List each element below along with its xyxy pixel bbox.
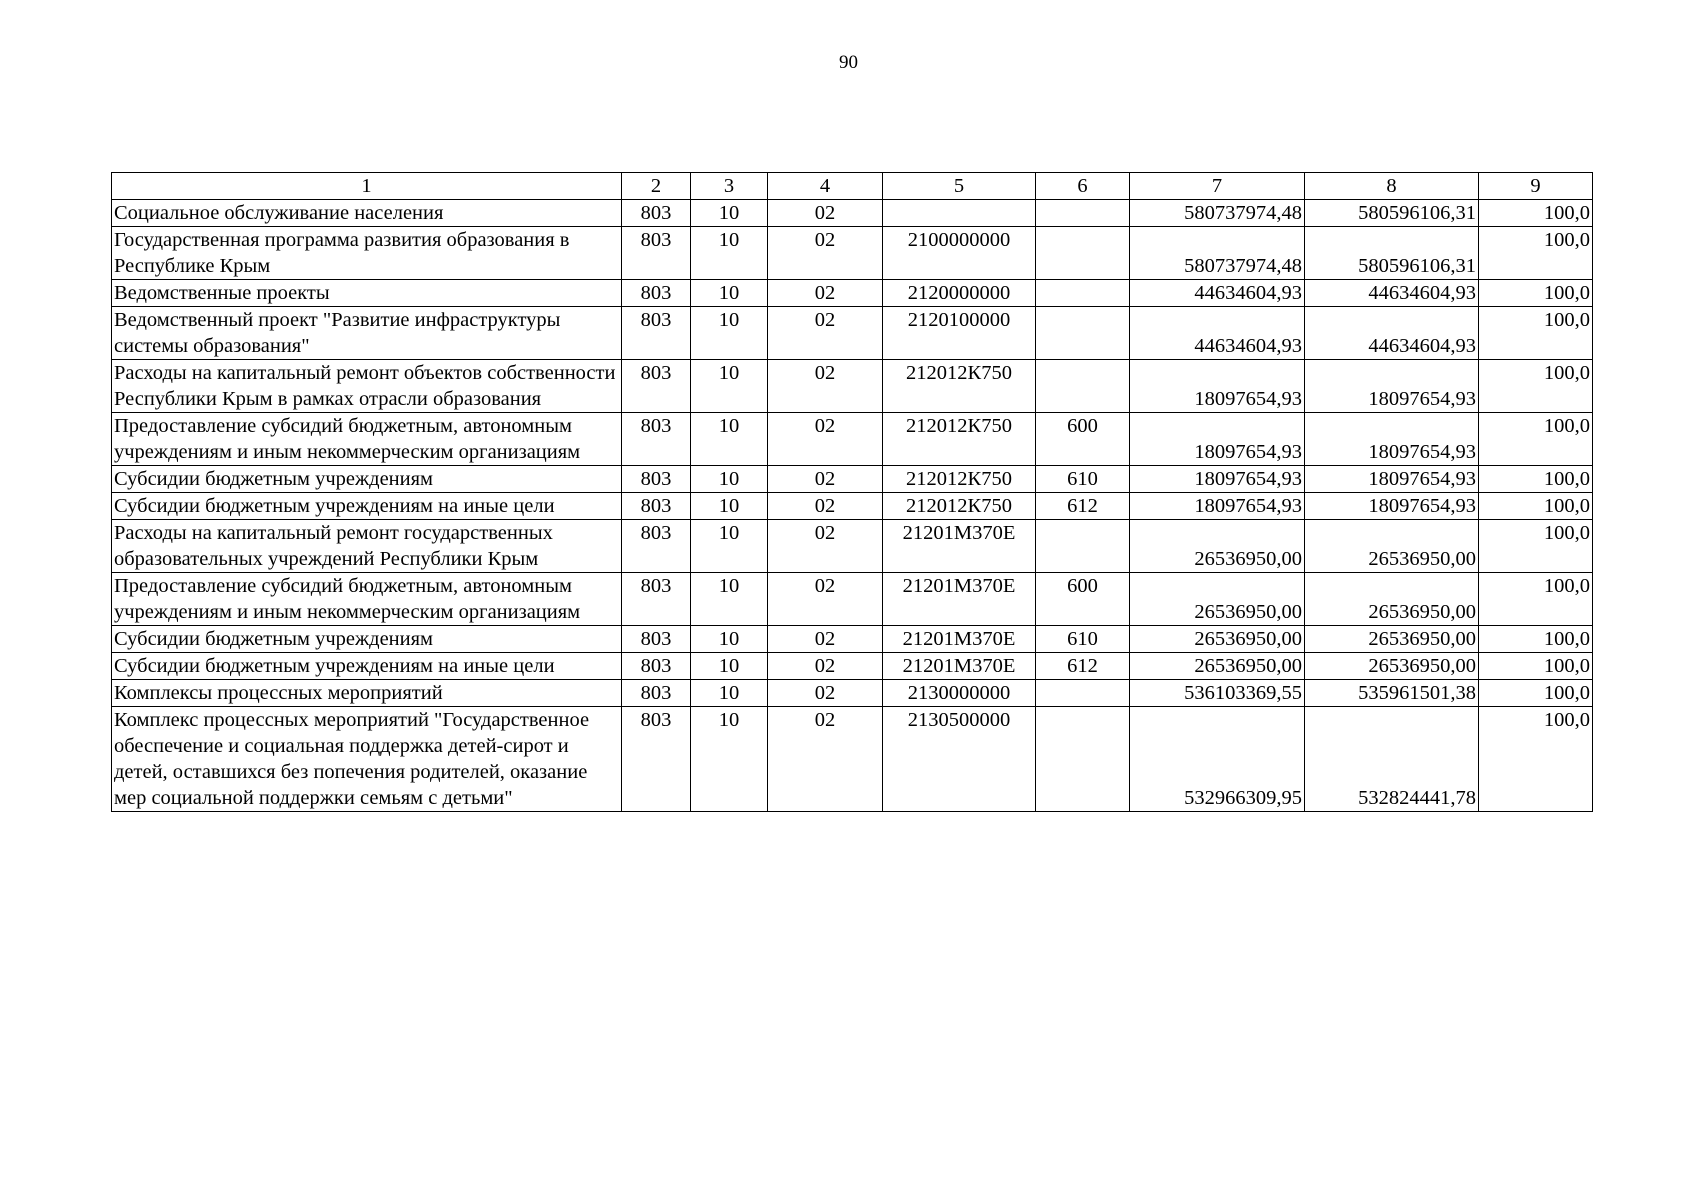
cell-col-9: 100,0: [1479, 707, 1593, 812]
cell-col-9: 100,0: [1479, 466, 1593, 493]
cell-col-5: 2100000000: [883, 227, 1036, 280]
cell-col-6: [1036, 360, 1130, 413]
table-row: [112, 360, 1593, 413]
column-header: 8: [1305, 173, 1479, 200]
row-name: Субсидии бюджетным учреждениям на иные цели: [112, 493, 622, 520]
cell-col-6: 610: [1036, 626, 1130, 653]
cell-col-3: 10: [691, 307, 768, 360]
cell-col-3: 10: [691, 626, 768, 653]
cell-col-6: [1036, 280, 1130, 307]
cell-col-9: 100,0: [1479, 280, 1593, 307]
row-name: Комплексы процессных мероприятий: [112, 680, 622, 707]
cell-col-8: 18097654,93: [1305, 413, 1479, 466]
cell-col-2: 803: [622, 360, 691, 413]
table-row: [112, 680, 1593, 707]
table-row: [112, 280, 1593, 307]
cell-col-5: 21201М370Е: [883, 573, 1036, 626]
cell-col-4: 02: [768, 200, 883, 227]
column-header: 1: [112, 173, 622, 200]
page-number: 90: [839, 52, 858, 73]
cell-col-7: 18097654,93: [1130, 360, 1305, 413]
cell-col-8: 44634604,93: [1305, 280, 1479, 307]
cell-col-5: 21201М370Е: [883, 626, 1036, 653]
cell-col-5: 2130500000: [883, 707, 1036, 812]
cell-col-7: 18097654,93: [1130, 466, 1305, 493]
cell-col-3: 10: [691, 493, 768, 520]
cell-col-8: 580596106,31: [1305, 200, 1479, 227]
cell-col-6: [1036, 227, 1130, 280]
cell-col-2: 803: [622, 466, 691, 493]
row-name: Субсидии бюджетным учреждениям: [112, 626, 622, 653]
cell-col-7: 18097654,93: [1130, 413, 1305, 466]
cell-col-3: 10: [691, 466, 768, 493]
table-row: [112, 413, 1593, 466]
cell-col-6: 600: [1036, 573, 1130, 626]
cell-col-7: 580737974,48: [1130, 200, 1305, 227]
cell-col-9: 100,0: [1479, 493, 1593, 520]
cell-col-6: [1036, 707, 1130, 812]
cell-col-2: 803: [622, 200, 691, 227]
cell-col-9: 100,0: [1479, 413, 1593, 466]
cell-col-4: 02: [768, 280, 883, 307]
cell-col-3: 10: [691, 520, 768, 573]
cell-col-5: 212012К750: [883, 360, 1036, 413]
cell-col-2: 803: [622, 413, 691, 466]
cell-col-8: 26536950,00: [1305, 653, 1479, 680]
table-row: [112, 227, 1593, 280]
table-row: [112, 707, 1593, 812]
cell-col-2: 803: [622, 653, 691, 680]
cell-col-4: 02: [768, 493, 883, 520]
cell-col-4: 02: [768, 680, 883, 707]
cell-col-8: 18097654,93: [1305, 493, 1479, 520]
row-name: Предоставление субсидий бюджетным, автономным учреждениям и иным некоммерческим организациям: [112, 413, 622, 466]
cell-col-4: 02: [768, 520, 883, 573]
cell-col-9: 100,0: [1479, 626, 1593, 653]
cell-col-9: 100,0: [1479, 307, 1593, 360]
column-header: 2: [622, 173, 691, 200]
column-header: 6: [1036, 173, 1130, 200]
cell-col-6: [1036, 200, 1130, 227]
cell-col-8: 535961501,38: [1305, 680, 1479, 707]
cell-col-3: 10: [691, 360, 768, 413]
cell-col-4: 02: [768, 707, 883, 812]
column-header: 7: [1130, 173, 1305, 200]
table-row: [112, 200, 1593, 227]
cell-col-5: 21201М370Е: [883, 520, 1036, 573]
column-header: 3: [691, 173, 768, 200]
cell-col-4: 02: [768, 227, 883, 280]
cell-col-9: 100,0: [1479, 653, 1593, 680]
cell-col-2: 803: [622, 280, 691, 307]
cell-col-6: [1036, 307, 1130, 360]
cell-col-8: 18097654,93: [1305, 360, 1479, 413]
column-header: 9: [1479, 173, 1593, 200]
cell-col-8: 26536950,00: [1305, 520, 1479, 573]
cell-col-3: 10: [691, 227, 768, 280]
row-name: Субсидии бюджетным учреждениям: [112, 466, 622, 493]
table-row: [112, 653, 1593, 680]
row-name: Государственная программа развития образования в Республике Крым: [112, 227, 622, 280]
cell-col-4: 02: [768, 626, 883, 653]
cell-col-8: 44634604,93: [1305, 307, 1479, 360]
cell-col-5: 2130000000: [883, 680, 1036, 707]
row-name: Ведомственные проекты: [112, 280, 622, 307]
cell-col-5: 21201М370Е: [883, 653, 1036, 680]
row-name: Ведомственный проект "Развитие инфраструктуры системы образования": [112, 307, 622, 360]
cell-col-5: [883, 200, 1036, 227]
cell-col-7: 532966309,95: [1130, 707, 1305, 812]
row-name: Субсидии бюджетным учреждениям на иные цели: [112, 653, 622, 680]
column-header: 5: [883, 173, 1036, 200]
cell-col-7: 44634604,93: [1130, 307, 1305, 360]
cell-col-9: 100,0: [1479, 200, 1593, 227]
cell-col-2: 803: [622, 307, 691, 360]
cell-col-6: [1036, 520, 1130, 573]
cell-col-3: 10: [691, 653, 768, 680]
cell-col-5: 212012К750: [883, 493, 1036, 520]
cell-col-4: 02: [768, 653, 883, 680]
cell-col-6: 600: [1036, 413, 1130, 466]
cell-col-7: 44634604,93: [1130, 280, 1305, 307]
cell-col-6: 612: [1036, 653, 1130, 680]
cell-col-6: [1036, 680, 1130, 707]
row-name: Расходы на капитальный ремонт государственных образовательных учреждений Республики Крым: [112, 520, 622, 573]
cell-col-4: 02: [768, 573, 883, 626]
cell-col-4: 02: [768, 307, 883, 360]
table-row: [112, 493, 1593, 520]
column-header: 4: [768, 173, 883, 200]
cell-col-6: 612: [1036, 493, 1130, 520]
cell-col-5: 2120100000: [883, 307, 1036, 360]
row-name: Предоставление субсидий бюджетным, автономным учреждениям и иным некоммерческим организациям: [112, 573, 622, 626]
row-name: Комплекс процессных мероприятий "Государственное обеспечение и социальная поддержка детей-сирот и детей, оставшихся без попечения родителей, оказание мер социальной поддержки семьям с детьми": [112, 707, 622, 812]
table-row: [112, 520, 1593, 573]
row-name: Расходы на капитальный ремонт объектов собственности Республики Крым в рамках отрасли образования: [112, 360, 622, 413]
cell-col-9: 100,0: [1479, 520, 1593, 573]
cell-col-5: 212012К750: [883, 413, 1036, 466]
cell-col-8: 26536950,00: [1305, 573, 1479, 626]
cell-col-7: 18097654,93: [1130, 493, 1305, 520]
table-row: [112, 466, 1593, 493]
table-row: [112, 626, 1593, 653]
cell-col-2: 803: [622, 626, 691, 653]
cell-col-8: 18097654,93: [1305, 466, 1479, 493]
cell-col-7: 26536950,00: [1130, 573, 1305, 626]
cell-col-3: 10: [691, 707, 768, 812]
cell-col-2: 803: [622, 227, 691, 280]
cell-col-3: 10: [691, 680, 768, 707]
cell-col-7: 26536950,00: [1130, 653, 1305, 680]
cell-col-9: 100,0: [1479, 360, 1593, 413]
cell-col-4: 02: [768, 413, 883, 466]
cell-col-7: 26536950,00: [1130, 626, 1305, 653]
cell-col-2: 803: [622, 520, 691, 573]
cell-col-9: 100,0: [1479, 680, 1593, 707]
table-row: [112, 307, 1593, 360]
cell-col-7: 536103369,55: [1130, 680, 1305, 707]
cell-col-4: 02: [768, 466, 883, 493]
cell-col-2: 803: [622, 707, 691, 812]
cell-col-6: 610: [1036, 466, 1130, 493]
cell-col-9: 100,0: [1479, 227, 1593, 280]
cell-col-8: 532824441,78: [1305, 707, 1479, 812]
budget-table: [111, 172, 1593, 812]
cell-col-2: 803: [622, 573, 691, 626]
cell-col-3: 10: [691, 200, 768, 227]
table-row: [112, 573, 1593, 626]
cell-col-4: 02: [768, 360, 883, 413]
column-number-row: [112, 173, 1593, 200]
cell-col-8: 580596106,31: [1305, 227, 1479, 280]
cell-col-5: 2120000000: [883, 280, 1036, 307]
cell-col-3: 10: [691, 413, 768, 466]
row-name: Социальное обслуживание населения: [112, 200, 622, 227]
cell-col-7: 26536950,00: [1130, 520, 1305, 573]
cell-col-7: 580737974,48: [1130, 227, 1305, 280]
cell-col-2: 803: [622, 493, 691, 520]
cell-col-2: 803: [622, 680, 691, 707]
cell-col-9: 100,0: [1479, 573, 1593, 626]
cell-col-8: 26536950,00: [1305, 626, 1479, 653]
cell-col-3: 10: [691, 573, 768, 626]
cell-col-3: 10: [691, 280, 768, 307]
cell-col-5: 212012К750: [883, 466, 1036, 493]
